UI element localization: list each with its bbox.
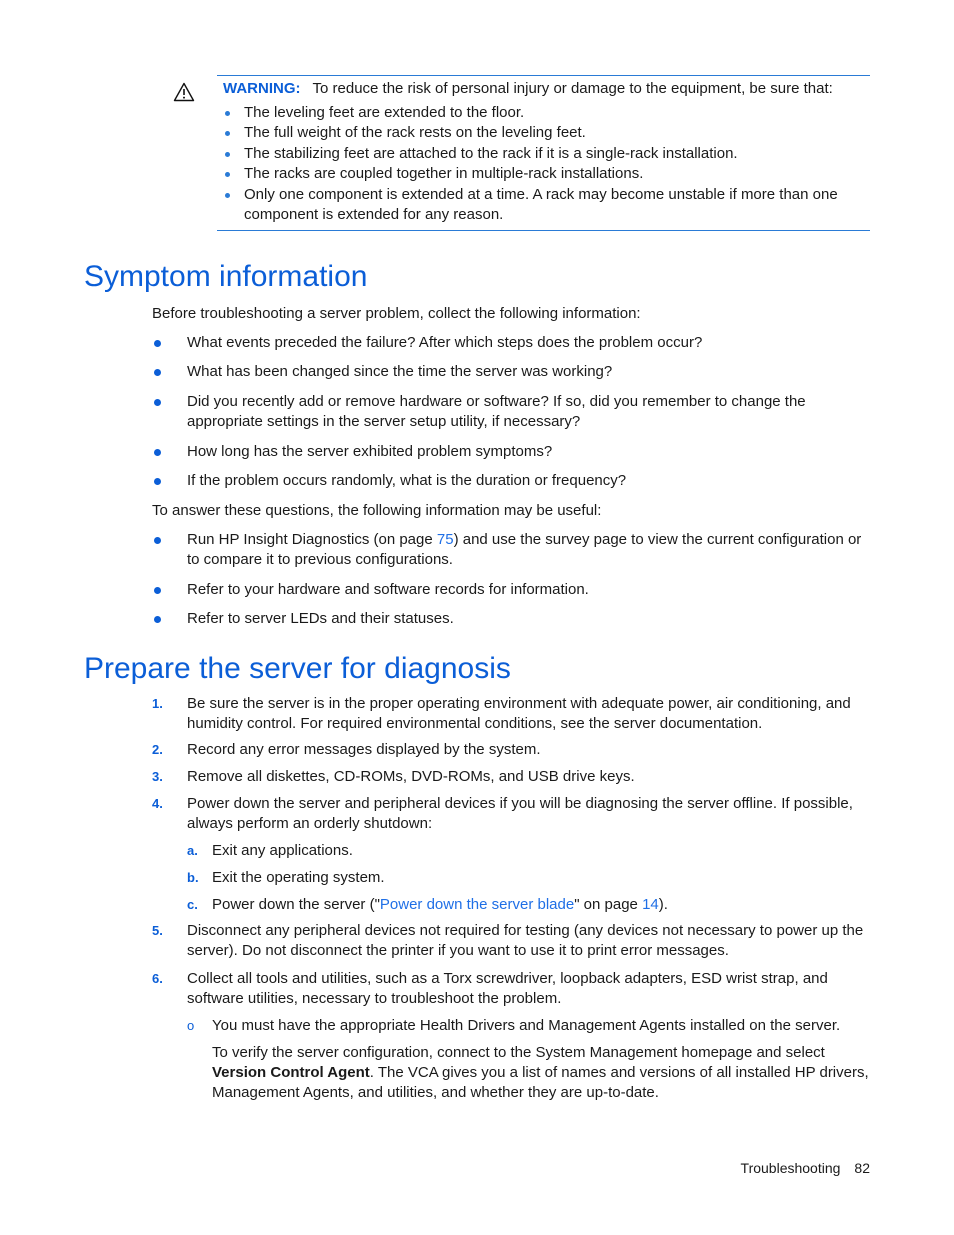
- question-item: What has been changed since the time the server was working?: [187, 363, 613, 380]
- step-number: 2.: [152, 742, 163, 757]
- bullet: [154, 478, 161, 485]
- symptom-intro: Before troubleshooting a server problem, collect the following information:: [152, 305, 641, 322]
- question-item: Did you recently add or remove hardware or software? If so, did you remember to change the appropriate settings in the server setup utility, if necessary?: [187, 393, 806, 430]
- bullet: [154, 449, 161, 456]
- page-link-14[interactable]: 14: [642, 896, 659, 913]
- warning-bullet: [225, 172, 230, 177]
- power-down-link[interactable]: Power down the server blade: [379, 896, 575, 913]
- substep-letter: a.: [187, 843, 198, 858]
- footer-section: Troubleshooting: [740, 1160, 841, 1176]
- prepare-heading: Prepare the server for diagnosis: [84, 652, 511, 685]
- useful-item: Refer to your hardware and software records for information.: [187, 581, 589, 598]
- answer-intro: To answer these questions, the following information may be useful:: [152, 502, 602, 519]
- useful-item: Refer to server LEDs and their statuses.: [187, 610, 454, 627]
- note-paragraph-text: To verify the server configuration, connect to the System Management homepage and select: [212, 1044, 825, 1061]
- warning-heading: [223, 79, 868, 99]
- warning-bullet: [225, 152, 230, 157]
- page-link-75[interactable]: 75: [436, 531, 454, 548]
- step-text: Disconnect any peripheral devices not required for testing (any devices not necessary to power up the server). Do not disconnect the printer if you want to use it to print error messages.: [187, 922, 864, 959]
- warning-bullet: [225, 111, 230, 116]
- useful-item-text: Run HP Insight Diagnostics (on page: [187, 531, 437, 548]
- warning-triangle-icon: [173, 82, 195, 102]
- note-paragraph-bold: Version Control Agent: [212, 1064, 370, 1081]
- warning-item: The racks are coupled together in multiple-rack installations.: [244, 165, 644, 182]
- substep-text-part: Power down the server (": [212, 896, 380, 913]
- warning-bullet: [225, 193, 230, 198]
- step-text: Collect all tools and utilities, such as a Torx screwdriver, loopback adapters, ESD wrist strap, and software utilities, necessary to troubleshoot the problem.: [187, 970, 828, 1007]
- step-number: 3.: [152, 769, 163, 784]
- bullet: [154, 369, 161, 376]
- question-item: What events preceded the failure? After which steps does the problem occur?: [187, 334, 703, 351]
- note-paragraph-text: . The VCA gives you a list of names and versions of all installed HP drivers, Management Agents, and utilities, and whether they are up-to-date.: [212, 1064, 869, 1101]
- substep-text: Exit the operating system.: [212, 869, 385, 886]
- bullet: [154, 587, 161, 594]
- step-text: Power down the server and peripheral devices if you will be diagnosing the server offline. If possible, always perform an orderly shutdown:: [187, 795, 853, 832]
- page-footer: [741, 1158, 870, 1178]
- substep-letter: b.: [187, 870, 199, 885]
- note-paragraph: [212, 1043, 872, 1103]
- useful-item: [187, 530, 872, 570]
- bullet: [154, 616, 161, 623]
- useful-item-text: ) and use the survey page to view the current configuration or to compare it to previous configurations.: [187, 531, 862, 568]
- substep-letter: c.: [187, 897, 198, 912]
- symptom-heading: Symptom information: [84, 260, 368, 293]
- step-text: Be sure the server is in the proper operating environment with adequate power, air conditioning, and humidity control. For required environmental conditions, see the server documentation.: [187, 695, 851, 732]
- warning-item: Only one component is extended at a time. A rack may become unstable if more than one component is extended for any reason.: [244, 186, 838, 223]
- step-number: 1.: [152, 696, 163, 711]
- warning-bullet: [225, 131, 230, 136]
- warning-item: The stabilizing feet are attached to the rack if it is a single-rack installation.: [244, 145, 738, 162]
- step-number: 4.: [152, 796, 163, 811]
- substep-text-part: ).: [658, 896, 668, 913]
- warning-item: The full weight of the rack rests on the leveling feet.: [244, 124, 586, 141]
- bullet: [154, 399, 161, 406]
- step-number: 5.: [152, 923, 163, 938]
- step-number: 6.: [152, 971, 163, 986]
- warning-text: To reduce the risk of personal injury or damage to the equipment, be sure that:: [312, 80, 833, 97]
- warning-item: The leveling feet are extended to the floor.: [244, 104, 525, 121]
- circle-bullet: o: [187, 1018, 195, 1033]
- question-item: How long has the server exhibited problem symptoms?: [187, 443, 553, 460]
- footer-page-number: 82: [854, 1160, 870, 1176]
- note-text: You must have the appropriate Health Drivers and Management Agents installed on the server.: [212, 1017, 841, 1034]
- substep-text-part: " on page: [574, 896, 643, 913]
- warning-label: WARNING:: [223, 80, 301, 97]
- step-text: Record any error messages displayed by the system.: [187, 741, 541, 758]
- step-text: Remove all diskettes, CD-ROMs, DVD-ROMs, and USB drive keys.: [187, 768, 635, 785]
- question-item: If the problem occurs randomly, what is the duration or frequency?: [187, 472, 627, 489]
- bullet: [154, 340, 161, 347]
- substep-text: [212, 895, 872, 915]
- bullet: [154, 537, 161, 544]
- substep-text: Exit any applications.: [212, 842, 353, 859]
